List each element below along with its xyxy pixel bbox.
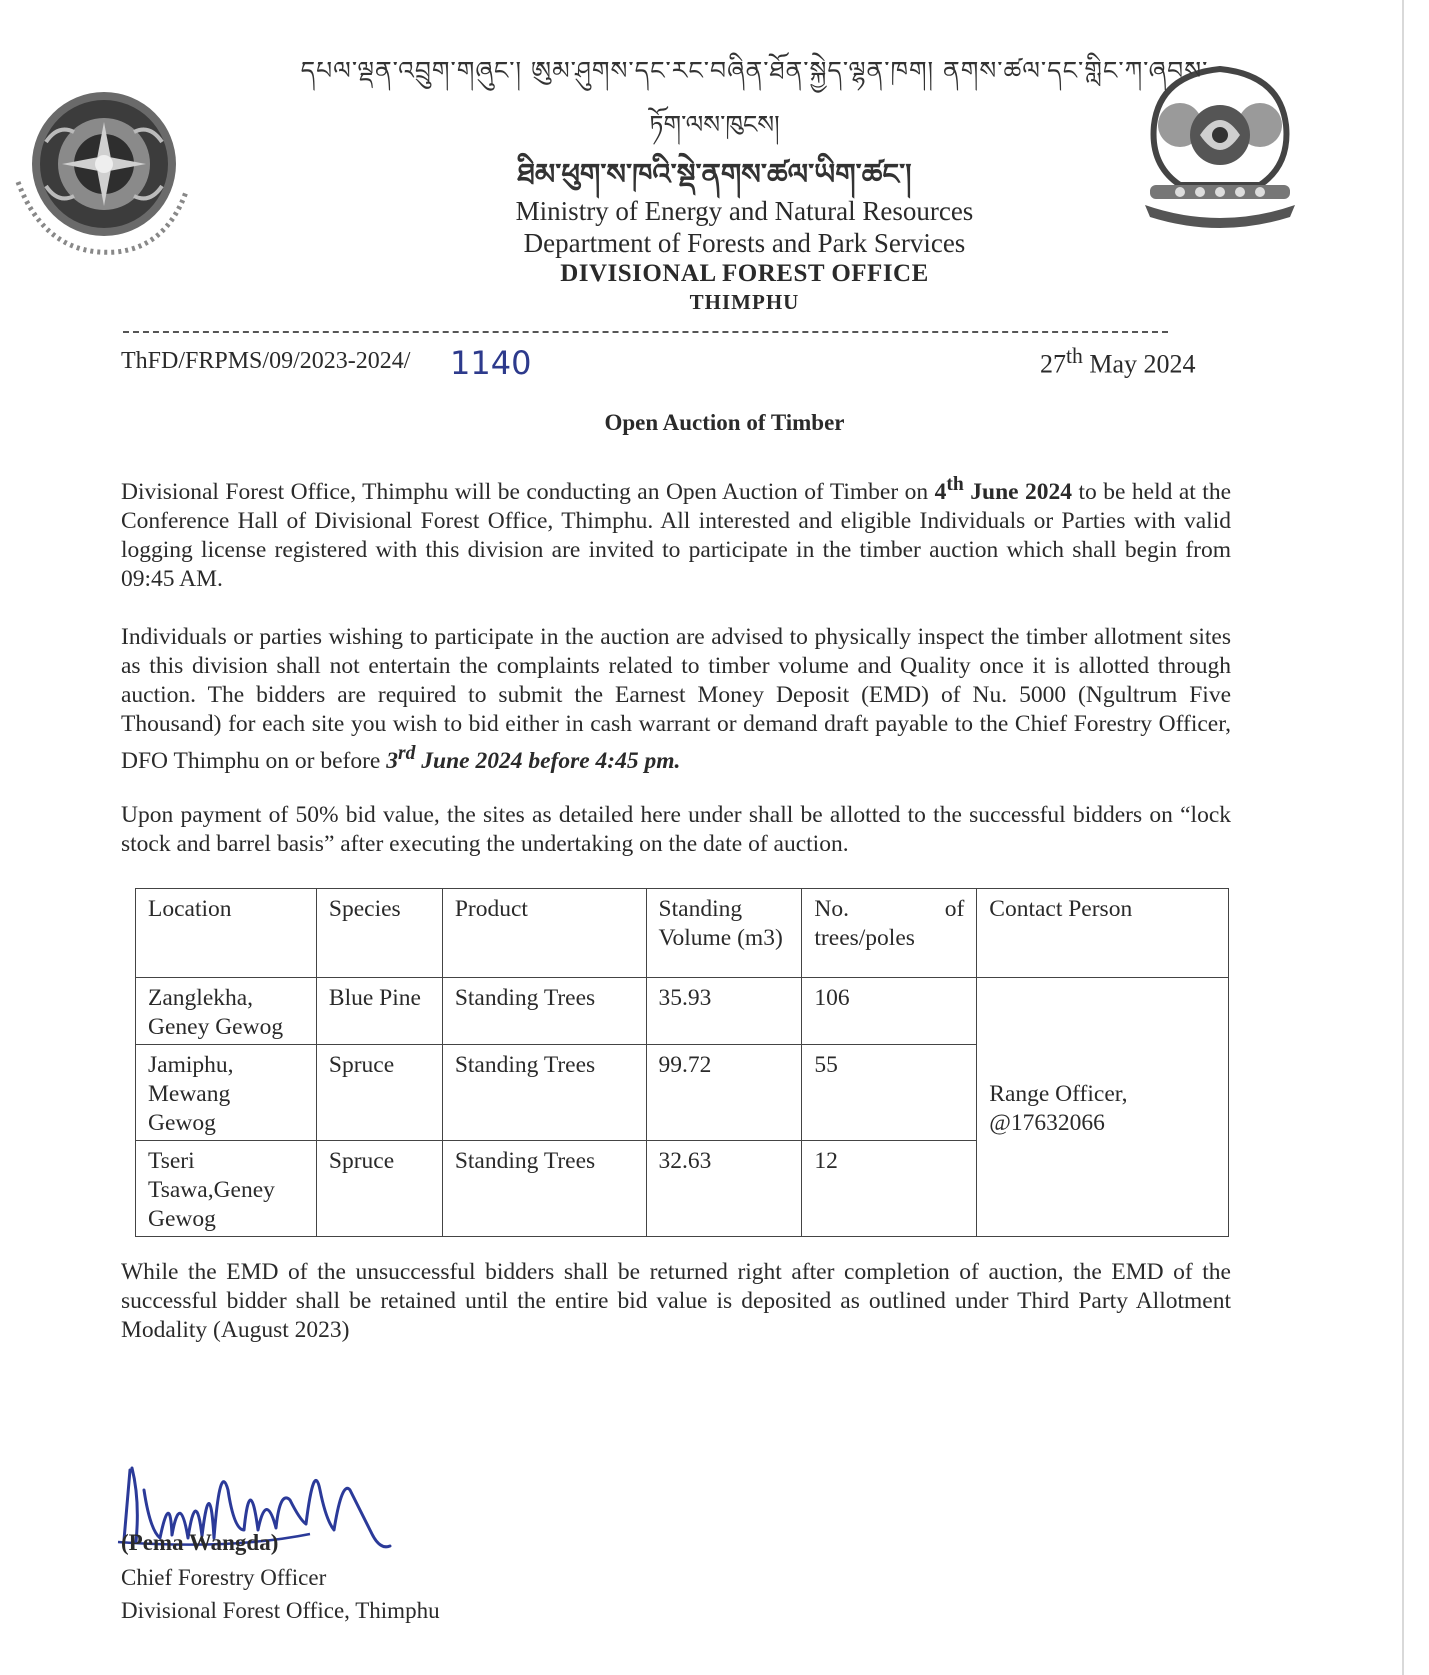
cell-location: Jamiphu, Mewang Gewog bbox=[136, 1045, 317, 1141]
deadline-day: 3 bbox=[386, 747, 398, 774]
cell-volume: 35.93 bbox=[646, 978, 802, 1045]
cell-species: Blue Pine bbox=[316, 978, 442, 1045]
timber-sites-table bbox=[135, 888, 1229, 1237]
cell-volume: 32.63 bbox=[646, 1141, 802, 1237]
signatory-title: Chief Forestry Officer bbox=[121, 1565, 327, 1590]
office-name: DIVISIONAL FOREST OFFICE bbox=[560, 260, 929, 287]
contact-role: Range Officer, bbox=[989, 1081, 1128, 1107]
cell-location: Zanglekha, Geney Gewog bbox=[136, 978, 317, 1045]
signatory-office: Divisional Forest Office, Thimphu bbox=[121, 1598, 440, 1623]
header-divider bbox=[123, 331, 1168, 333]
p1-text-a: Divisional Forest Office, Thimphu will be conducting an Open Auction of Timber on bbox=[121, 478, 935, 505]
p2-text-a: Individuals or parties wishing to participate in the auction are advised to physically inspect the timber allotment sites as this division shall not entertain the complaints related to timber volume and Quality once it is allotted through auction. The bidders are required to submit the Earnest Money Deposit (EMD) of Nu. 5000 (Ngultrum Five Thousand) for each site you wish to bid either in cash warrant or demand draft payable to the Chief Forestry Officer, DFO Thimphu on or before bbox=[121, 624, 1231, 774]
cell-contact-person bbox=[977, 978, 1229, 1237]
deadline-rest: June 2024 before 4:45 pm. bbox=[415, 747, 681, 774]
header-product: Product bbox=[442, 889, 646, 978]
date-rest: May 2024 bbox=[1089, 349, 1196, 379]
date-day: 27 bbox=[1040, 349, 1066, 379]
header-species: Species bbox=[316, 889, 442, 978]
office-city: THIMPHU bbox=[689, 290, 800, 314]
cell-product: Standing Trees bbox=[442, 1045, 646, 1141]
deadline-suffix: rd bbox=[397, 743, 416, 764]
cell-species: Spruce bbox=[316, 1141, 442, 1237]
paragraph-emd-refund: While the EMD of the unsuccessful bidders shall be returned right after completion of auction, the EMD of the successful bidder shall be retained until the entire bid value is deposited as outlined under Third Party Allotment Modality (August 2023) bbox=[121, 1259, 1231, 1343]
letter-date bbox=[1040, 344, 1196, 380]
header-tree-count: No. of trees/poles bbox=[802, 889, 977, 978]
cell-product: Standing Trees bbox=[442, 978, 646, 1045]
auction-date bbox=[934, 474, 1073, 505]
auction-date-suffix: th bbox=[946, 474, 964, 495]
cell-location: Tseri Tsawa,Geney Gewog bbox=[136, 1141, 317, 1237]
cell-species: Spruce bbox=[316, 1045, 442, 1141]
table-header-row bbox=[136, 889, 1229, 978]
cell-count: 55 bbox=[802, 1045, 977, 1141]
notice-title: Open Auction of Timber bbox=[604, 410, 845, 435]
paragraph-allotment-terms: Upon payment of 50% bid value, the sites as detailed here under shall be allotted to the successful bidders on “lock stock and barrel basis” after executing the undertaking on the date of auction. bbox=[121, 802, 1231, 857]
paragraph-emd-requirements bbox=[121, 623, 1231, 776]
auction-date-day: 4 bbox=[934, 478, 947, 505]
dzongkha-header-line1: དཔལ་ལྡན་འབྲུག་གཞུང་། ཨུམ་ཤུགས་དང་རང་བཞིན་ཐོན་སྐྱེད་ལྷན་ཁག། ནགས་ཚལ་དང་གླིང་ཀ་ཞབས་ bbox=[300, 56, 1209, 85]
handwritten-reference-number: 1140 bbox=[450, 344, 532, 382]
contact-phone: @17632066 bbox=[989, 1110, 1105, 1136]
date-suffix: th bbox=[1066, 344, 1083, 368]
cell-product: Standing Trees bbox=[442, 1141, 646, 1237]
department-name: Department of Forests and Park Services bbox=[523, 228, 966, 258]
p1-text-b: to be held at the Conference Hall of Divisional Forest Office, Thimphu. All interested and eligible Individuals or Parties with valid logging license registered with this division are invited to participate in the timber auction which shall begin from 09:45 AM. bbox=[121, 478, 1231, 592]
cell-count: 12 bbox=[802, 1141, 977, 1237]
reference-number: ThFD/FRPMS/09/2023-2024/ bbox=[121, 348, 411, 374]
ministry-name: Ministry of Energy and Natural Resources bbox=[515, 196, 974, 226]
paragraph-auction-details bbox=[121, 470, 1231, 594]
dzongkha-office-name: ཐིམ་ཕུག་ས་ཁའི་སྡེ་ནགས་ཚལ་ཡིག་ཚང་། bbox=[517, 157, 912, 191]
header-standing-volume: Standing Volume (m3) bbox=[646, 889, 802, 978]
emd-deadline bbox=[386, 743, 681, 774]
cell-count: 106 bbox=[802, 978, 977, 1045]
dzongkha-header-line2: ཏོག་ལས་ཁུངས། bbox=[649, 110, 780, 139]
header-location: Location bbox=[136, 889, 317, 978]
signatory-name: (Pema Wangda) bbox=[121, 1530, 279, 1555]
cell-volume: 99.72 bbox=[646, 1045, 802, 1141]
auction-date-rest: June 2024 bbox=[963, 478, 1073, 505]
table-row bbox=[136, 978, 1229, 1045]
header-contact-person: Contact Person bbox=[977, 889, 1229, 978]
